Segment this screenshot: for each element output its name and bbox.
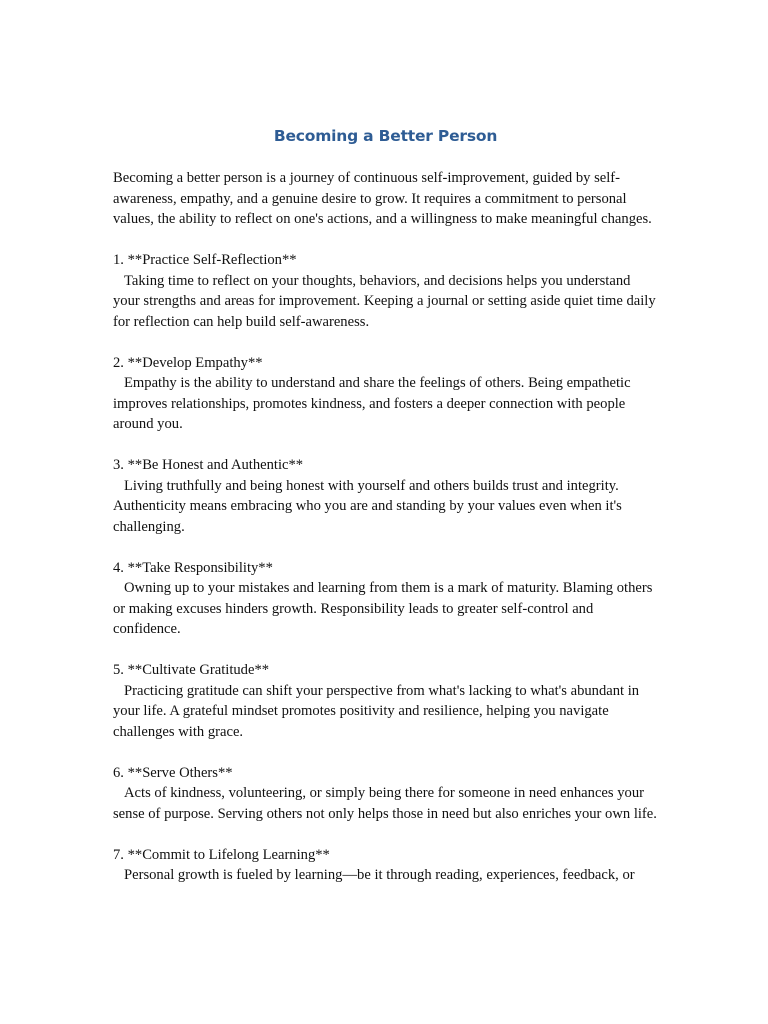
section-6 (113, 763, 658, 825)
section-body: Owning up to your mistakes and learning from them is a mark of maturity. Blaming others or making excuses hinders growth. Responsibility leads to greater self-control and confidence. (113, 580, 653, 637)
section-body: Living truthfully and being honest with yourself and others builds trust and integrity. Authenticity means embracing who you are and standing by your values even when it's challenging. (113, 477, 622, 535)
section-body: Taking time to reflect on your thoughts, behaviors, and decisions helps you understand your strengths and areas for improvement. Keeping a journal or setting aside quiet time daily for reflection can help build self-awareness. (113, 272, 656, 330)
section-body: Empathy is the ability to understand and share the feelings of others. Being empathetic improves relationships, promotes kindness, and fosters a deeper connection with people around you. (113, 375, 631, 432)
section-heading: 3. **Be Honest and Authentic** (113, 457, 304, 473)
section-heading: 2. **Develop Empathy** (113, 354, 263, 371)
section-heading: 1. **Practice Self-Reflection** (113, 252, 297, 268)
section-3 (113, 455, 658, 537)
section-1 (113, 250, 658, 332)
document-title: Becoming a Better Person (273, 127, 498, 145)
section-heading: 7. **Commit to Lifelong Learning** (113, 846, 330, 863)
section-body: Practicing gratitude can shift your perspective from what's lacking to what's abundant in your life. A grateful mindset promotes positivity and resilience, helping you navigate challenges with grace. (113, 682, 640, 740)
section-body: Personal growth is fueled by learning—be it through reading, experiences, feedback, or (124, 867, 635, 883)
document-page (113, 124, 658, 886)
section-body: Acts of kindness, volunteering, or simply being there for someone in need enhances your sense of purpose. Serving others not only helps those in need but also enriches your own life. (113, 785, 657, 822)
section-heading: 4. **Take Responsibility** (113, 559, 273, 576)
section-heading: 5. **Cultivate Gratitude** (113, 662, 270, 678)
section-2 (113, 353, 658, 435)
intro-paragraph: Becoming a better person is a journey of continuous self-improvement, guided by self-awareness, empathy, and a genuine desire to grow. It requires a commitment to personal values, the ability to reflect on one's actions, and a willingness to make meaningful changes. (113, 170, 652, 227)
section-5 (113, 660, 658, 742)
section-7 (113, 845, 658, 886)
section-heading: 6. **Serve Others** (113, 764, 233, 781)
section-4 (113, 558, 658, 640)
